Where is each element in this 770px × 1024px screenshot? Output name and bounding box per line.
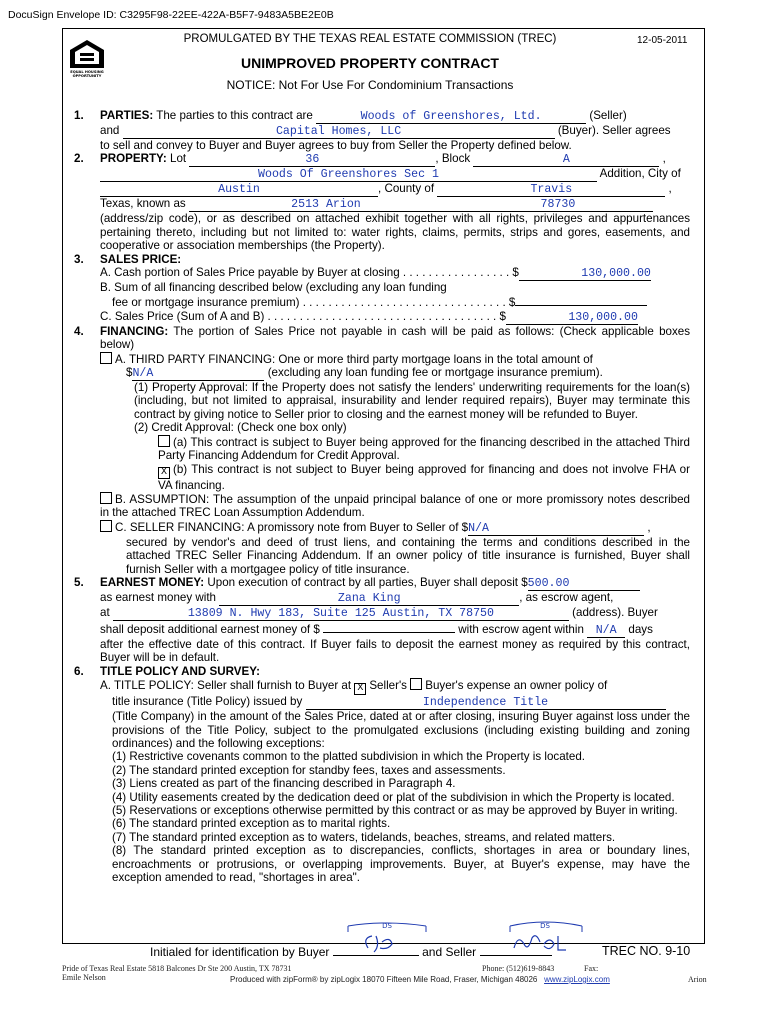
text: and xyxy=(100,124,120,137)
section-heading: TITLE POLICY AND SURVEY: xyxy=(100,664,260,678)
exception-item: (1) Restrictive covenants common to the platted subdivision in which the Property is located. xyxy=(112,750,585,764)
exception-item: (7) The standard printed exception as to waters, tidelands, beaches, streams, and related matters. xyxy=(112,830,616,844)
text: (address). Buyer xyxy=(572,605,658,619)
text: Buyer's expense an owner policy of xyxy=(425,679,608,693)
text: Produced with zipForm® by zipLogix 18070 Fifteen Mile Road, Fraser, Michigan 48026 xyxy=(230,975,538,984)
text: (b) This contract is not subject to Buyer being approved for financing and does not involve FHA or VA financing. xyxy=(158,462,690,492)
section-number: 5. xyxy=(74,575,84,589)
third-party-checkbox[interactable] xyxy=(100,352,112,364)
city-field[interactable]: Austin xyxy=(100,184,378,197)
exception-item: (4) Utility easements created by the dedication deed or plat of the subdivision in which the Property is located. xyxy=(112,790,675,804)
equal-housing-logo xyxy=(68,38,106,83)
text: and Seller xyxy=(422,945,477,959)
text: days xyxy=(628,622,653,636)
text: Upon execution of contract by all parties, Buyer shall deposit $ xyxy=(207,575,528,589)
text: (2) Credit Approval: (Check one box only) xyxy=(134,421,347,435)
seller-financing-checkbox[interactable] xyxy=(100,520,112,532)
assumption-checkbox[interactable] xyxy=(100,492,112,504)
earnest-amount-field[interactable]: 500.00 xyxy=(528,578,640,591)
section-heading: SALES PRICE: xyxy=(100,252,182,266)
trec-number: TREC NO. 9-10 xyxy=(602,944,691,958)
credit-approval-a-checkbox[interactable] xyxy=(158,435,170,447)
text: shall deposit additional earnest money of $ xyxy=(100,622,320,636)
title-company-field[interactable]: Independence Title xyxy=(306,697,666,710)
section-number: 1. xyxy=(74,109,84,122)
text: (Title Company) in the amount of the Sales Price, dated at or after closing, insuring Buyer against loss under the provisions of the Title Policy, subject to the promulgated exclusions (including existing building and zoning ordinances) and the following exceptions: xyxy=(112,710,690,750)
text: A. Cash portion of Sales Price payable by Buyer at closing . . . . . . . . . . . . . . . . . $ xyxy=(100,266,519,280)
section-financing xyxy=(74,325,690,576)
equal-housing-icon xyxy=(68,38,106,78)
text: (address/zip code), or as described on attached exhibit together with all rights, privileges and appurtenances pertaining thereto, including but not limited to: water rights, claims, permits, strips and gores, easements, and cooperative or association memberships (the Property). xyxy=(100,212,690,253)
text: to sell and convey to Buyer and Buyer agrees to buy from Seller the Property defined below. xyxy=(100,139,572,152)
text: title insurance (Title Policy) issued by xyxy=(112,695,303,709)
file-name: Arion xyxy=(688,975,707,984)
broker-address: Pride of Texas Real Estate 5818 Balcones Dr Ste 200 Austin, TX 78731 xyxy=(62,964,292,973)
text: with escrow agent within xyxy=(458,622,584,636)
phone-number: Phone: (512)619-8843 xyxy=(482,964,555,973)
third-party-amount-field[interactable]: N/A xyxy=(132,368,264,381)
section-number: 2. xyxy=(74,152,84,166)
text: B. Sum of all financing described below (excluding any loan funding xyxy=(100,281,447,295)
seller-financing-amount-field[interactable]: N/A xyxy=(468,523,644,536)
page-title: UNIMPROVED PROPERTY CONTRACT xyxy=(241,55,499,71)
seller-ds-tag: DS xyxy=(540,922,550,930)
text: Addition, City of xyxy=(599,167,681,181)
text: (1) Property Approval: If the Property does not satisfy the lenders' underwriting requirements for the loan(s) (including, but not limited to appraisal, insurability and lender required repairs), Buyer may terminate this contract by giving notice to Seller prior to closing and the earnest money will be refunded to Buyer. xyxy=(134,381,690,421)
section-number: 3. xyxy=(74,252,84,266)
escrow-address-field[interactable]: 13809 N. Hwy 183, Suite 125 Austin, TX 78750 xyxy=(113,608,569,621)
section-heading: PARTIES: xyxy=(100,109,154,122)
seller-name-field[interactable]: Woods of Greenshores, Ltd. xyxy=(316,111,586,124)
text: at xyxy=(100,605,110,619)
text: $ xyxy=(126,366,133,380)
buyer-ds-tag: DS xyxy=(382,922,392,930)
buyer-name-field[interactable]: Capital Homes, LLC xyxy=(123,126,555,139)
text: , xyxy=(662,152,666,166)
text: as earnest money with xyxy=(100,590,216,604)
credit-approval-b-checkbox[interactable]: X xyxy=(158,467,170,479)
text: Texas, known as xyxy=(100,197,186,211)
text: C. SELLER FINANCING: A promissory note from Buyer to Seller of $ xyxy=(115,520,469,534)
text: The portion of Sales Price not payable in cash will be paid as follows: (Check applicable boxes below) xyxy=(100,324,691,352)
block-field[interactable]: A xyxy=(473,154,659,167)
svg-text:OPPORTUNITY: OPPORTUNITY xyxy=(72,74,102,78)
text: , as escrow agent, xyxy=(519,590,614,604)
text: , Block xyxy=(435,152,471,166)
text: Seller's xyxy=(369,679,407,693)
fax-label: Fax: xyxy=(584,964,599,973)
zipform-credit xyxy=(230,975,610,984)
exception-item: (5) Reservations or exceptions otherwise permitted by this contract or as may be approved by Buyer in writing. xyxy=(112,804,678,817)
zip-field[interactable]: 78730 xyxy=(463,199,653,212)
text: Lot xyxy=(170,152,187,166)
buyer-initials-signature xyxy=(338,920,438,960)
text: (a) This contract is subject to Buyer being approved for the financing described in the attached Third Party Financing Addendum for Credit Approval. xyxy=(158,435,690,463)
section-heading: PROPERTY: xyxy=(100,152,167,166)
text: , County of xyxy=(378,182,435,196)
escrow-agent-field[interactable]: Zana King xyxy=(219,593,519,606)
text: , xyxy=(647,520,651,534)
ziplogix-link[interactable]: www.zipLogix.com xyxy=(544,975,610,984)
exception-item: (3) Liens created as part of the financing described in Paragraph 4. xyxy=(112,777,456,791)
text: , xyxy=(668,182,672,196)
section-sales-price xyxy=(74,253,690,325)
section-number: 4. xyxy=(74,324,84,338)
lot-field[interactable]: 36 xyxy=(189,154,435,167)
sales-price-field[interactable]: 130,000.00 xyxy=(506,312,638,325)
section-number: 6. xyxy=(74,664,84,678)
agent-name: Emile Nelson xyxy=(62,973,106,982)
text: secured by vendor's and deed of trust liens, and containing the terms and conditions described in the attached TREC Seller Financing Addendum. If an owner policy of title insurance is furnished, Buyer shall furnish Seller with a mortgagee policy of title insurance. xyxy=(126,535,690,576)
text: Initialed for identification by Buyer xyxy=(150,945,330,959)
section-property xyxy=(74,152,690,252)
promulgated-line: PROMULGATED BY THE TEXAS REAL ESTATE COMMISSION (TREC) xyxy=(183,33,557,45)
financing-sum-field[interactable] xyxy=(515,294,647,306)
exception-item: (8) The standard printed exception as to discrepancies, conflicts, shortages in area or boundary lines, encroachments or protrusions, or overlapping improvements. Buyer, at Buyer's expense, may have the exception amended to read, "shortages in area". xyxy=(112,844,690,885)
section-heading: FINANCING: xyxy=(100,324,169,338)
section-heading: EARNEST MONEY: xyxy=(100,575,205,589)
contract-body xyxy=(74,109,690,884)
exception-item: (2) The standard printed exception for standby fees, taxes and assessments. xyxy=(112,763,506,777)
seller-initials-signature xyxy=(500,918,600,960)
text: (Seller) xyxy=(589,109,627,122)
svg-text:EQUAL HOUSING: EQUAL HOUSING xyxy=(70,70,104,74)
text: fee or mortgage insurance premium) . . . . . . . . . . . . . . . . . . . . . . . . . . . . . . . . $ xyxy=(112,296,516,310)
text: The parties to this contract are xyxy=(156,109,313,122)
buyer-expense-checkbox[interactable] xyxy=(410,678,422,690)
text: C. Sales Price (Sum of A and B) . . . . . . . . . . . . . . . . . . . . . . . . . . . . . . . . . . . . $ xyxy=(100,309,506,323)
cash-portion-field[interactable]: 130,000.00 xyxy=(519,268,651,281)
section-earnest-money xyxy=(74,576,690,665)
addition-field[interactable]: Woods Of Greenshores Sec 1 xyxy=(100,169,597,182)
address-field[interactable]: 2513 Arion xyxy=(189,199,463,212)
section-title-policy xyxy=(74,665,690,885)
docusign-envelope-id: DocuSign Envelope ID: C3295F98-22EE-422A-B5F7-9483A5BE2E0B xyxy=(8,9,334,21)
text: B. ASSUMPTION: The assumption of the unpaid principal balance of one or more promissory notes described in the attached TREC Loan Assumption Addendum. xyxy=(100,492,690,520)
additional-earnest-field[interactable] xyxy=(323,621,455,633)
section-parties xyxy=(74,109,690,152)
text: after the effective date of this contract. If Buyer fails to deposit the earnest money as required by this contract, Buyer will be in default. xyxy=(100,637,690,665)
notice-line: NOTICE: Not For Use For Condominium Transactions xyxy=(226,78,514,92)
form-date: 12-05-2011 xyxy=(637,35,688,46)
deposit-days-field[interactable]: N/A xyxy=(587,625,625,638)
exception-item: (6) The standard printed exception as to marital rights. xyxy=(112,817,391,831)
text: A. THIRD PARTY FINANCING: One or more third party mortgage loans in the total amount of xyxy=(115,352,593,366)
county-field[interactable]: Travis xyxy=(437,184,665,197)
seller-expense-checkbox[interactable]: X xyxy=(354,683,366,695)
text: (Buyer). Seller agrees xyxy=(557,124,671,137)
text: (excluding any loan funding fee or mortgage insurance premium). xyxy=(267,366,603,380)
text: A. TITLE POLICY: Seller shall furnish to Buyer at xyxy=(100,679,352,693)
